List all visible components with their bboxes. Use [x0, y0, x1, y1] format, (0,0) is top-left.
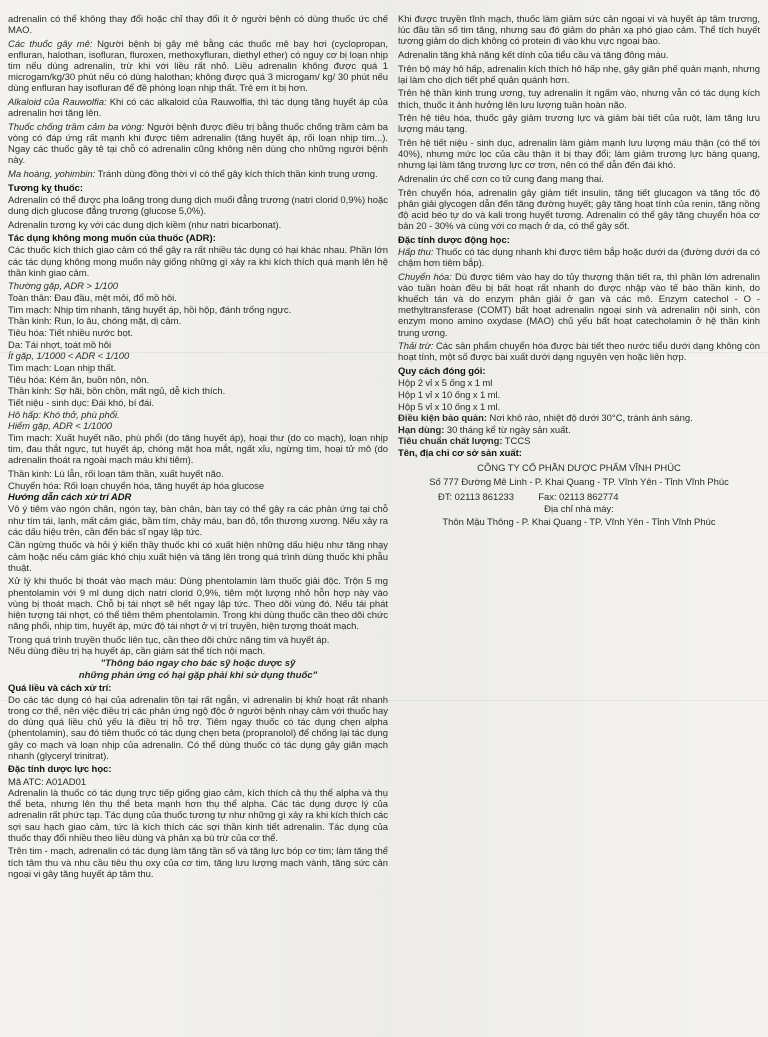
lead: Hấp thu:	[398, 246, 434, 258]
paragraph	[398, 341, 760, 363]
paragraph	[8, 39, 388, 95]
heading-pharmacodynamics: Đặc tính dược lực học:	[8, 764, 112, 776]
paragraph	[8, 169, 388, 180]
paragraph: Trên tim - mạch, adrenalin có tác dụng làm tăng tần số và tăng lực bóp cơ tim; làm tăng thể tích tâm thu và nhu cầu tiêu thụ oxy của cơ tim, tăng lưu lượng mạch vành, tăng sức cản ngoại vi gây tăng huyết áp tâm thu.	[8, 846, 388, 880]
paragraph: Trên bộ máy hô hấp, adrenalin kích thích hô hấp nhẹ, gây giãn phế quản mạnh, nhưng lại làm cho dịch tiết phế quản quánh hơn.	[398, 63, 760, 86]
paragraph: Các thuốc kích thích giao cảm có thể gây ra rất nhiều tác dụng có hại khác nhau. Phần lớn các tác dụng không mong muốn này giống những gì xảy ra khi kích thích quá mạnh lên hệ thần kinh giao cảm.	[8, 245, 388, 279]
text: Nơi khô ráo, nhiệt độ dưới 30°C, tránh ánh sáng.	[487, 413, 693, 425]
text: Thuốc có tác dụng nhanh khi được tiêm bắp hoặc dưới da (đường dưới da có chậm hơn tiêm bắp).	[398, 246, 760, 270]
factory-address: Thôn Mậu Thông - P. Khai Quang - TP. Vĩnh Yên - Tỉnh Vĩnh Phúc	[442, 516, 716, 528]
atc-code: Mã ATC: A01AD01	[8, 776, 87, 788]
right-column	[398, 0, 760, 530]
lead: Các thuốc gây mê:	[8, 38, 93, 50]
list-item: Thần kinh: Sợ hãi, bồn chồn, mất ngủ, dễ kích thích.	[8, 386, 226, 398]
left-column	[8, 0, 388, 882]
frequency-uncommon: Ít gặp, 1/1000 < ADR < 1/100	[8, 351, 130, 363]
list-item: Tiết niệu - sinh dục: Đái khó, bí đái.	[8, 398, 154, 409]
paragraph: Trên hệ thần kinh trung ương, tuy adrenalin ít ngấm vào, nhưng vẫn có tác dụng kích thích, thuốc ít ảnh hưởng lên lưu lượng tuần hoàn não.	[398, 88, 760, 111]
quality-standard	[398, 436, 760, 447]
heading-overdose: Quá liều và cách xử trí:	[8, 682, 112, 694]
list-item: Da: Tái nhợt, toát mồ hôi	[8, 339, 112, 351]
paragraph: Adrenalin là thuốc có tác dụng trực tiếp giống giao cảm, kích thích cả thụ thể alpha và thụ thể beta, nhưng lên thụ thể beta mạnh hơn thụ thể alpha. Các tác dụng dược lý của adrenalin rất phức tạp. Tác dụng của thuốc tương tự như những gì xảy ra khi kích thích các sợi sau hạch giao cảm, tức là kích thích các sợi thần kinh tiết adrenalin. Tác dụng của thuốc thay đổi nhiều theo liều dùng và phản xạ bù trừ của cơ thể.	[8, 788, 388, 844]
lead: Hạn dùng:	[398, 424, 445, 436]
paragraph: Trên hệ tiết niệu - sinh dục, adrenalin làm giảm mạnh lưu lượng máu thận (có thể tới 40%), nhưng mức lọc của cầu thận ít bị thay đổi; làm giảm trương lực bàng quang, nhưng lại làm tăng trương lực cơ trơn, nên có thể dẫn đến đái khó.	[398, 138, 760, 172]
paragraph: Cần ngừng thuốc và hỏi ý kiến thầy thuốc khi có xuất hiện những dấu hiệu như tăng nhạy cảm hoặc nếu cảm giác khó chịu xuất hiện và tăng lên trong quá trình dùng thuốc khi phẫu thuật.	[8, 540, 388, 574]
quote-line: những phản ứng có hại gặp phải khi sử dụng thuốc"	[78, 669, 318, 681]
pack-item: Hộp 1 vỉ x 10 ống x 1 ml.	[398, 389, 501, 401]
heading-incompatibility: Tương kỵ thuốc:	[8, 182, 84, 194]
list-item: Hô hấp: Khó thở, phù phổi.	[8, 409, 120, 421]
lead: Ma hoàng, yohimbin:	[8, 169, 96, 181]
paragraph: Trên hệ tiêu hóa, thuốc gây giảm trương lực và giảm bài tiết của ruột, làm tăng lưu lượng máu tạng.	[398, 113, 760, 136]
storage	[398, 413, 760, 424]
company-phone: ĐT: 02113 861233 Fax: 02113 862774	[438, 491, 619, 503]
list-item: Tiêu hóa: Tiết nhiều nước bọt.	[8, 328, 134, 340]
text: Người bệnh bị gây mê bằng các thuốc mê bay hơi (cyclopropan, enfluran, halothan, isofluran, fluroxen, methoxyfluran, diethyl ether) có nguy cơ bị loạn nhịp tim nếu dùng adrenalin, trừ khi với liều rất nhỏ. Liều adrenalin không được quá 1 microgam/kg/30 phút nếu có dùng halothan; không được quá 3 microgam/ kg/ 30 phút nếu dùng enfluran hay isofluran để đề phòng loạn nhịp thất. Trẻ em ít bị hơn.	[8, 38, 388, 95]
paragraph: Adrenalin tương kỵ với các dung dịch kiềm (như natri bicarbonat).	[8, 219, 282, 231]
factory-label: Địa chỉ nhà máy:	[544, 503, 614, 515]
list-item: Chuyển hóa: Rối loạn chuyển hóa, tăng huyết áp hóa glucose	[8, 480, 265, 492]
pack-item: Hộp 2 vỉ x 5 ống x 1 ml	[398, 378, 493, 390]
text: Khi có các alkaloid của Rauwolfia, thì tác dụng tăng huyết áp của adrenalin hơi tăng lên.	[8, 97, 388, 120]
heading-adr: Tác dụng không mong muốn của thuốc (ADR):	[8, 233, 216, 245]
list-item: Tim mạch: Nhịp tim nhanh, tăng huyết áp, hồi hộp, đánh trống ngực.	[8, 304, 292, 316]
paragraph: adrenalin có thể không thay đổi hoặc chỉ thay đổi ít ở người bệnh có dùng thuốc ức chế MAO.	[8, 14, 388, 37]
company-address: Số 777 Đường Mê Linh - P. Khai Quang - TP. Vĩnh Yên - Tỉnh Vĩnh Phúc	[429, 477, 729, 489]
paragraph: Khi được truyền tĩnh mạch, thuốc làm giảm sức cản ngoại vi và huyết áp tâm trương, lúc đầu tần số tim tăng, nhưng sau đó giảm do phản xạ phó giao cảm. Thể tích huyết tương giảm do dịch không có protein đi vào khu vực ngoại bào.	[398, 14, 760, 48]
quote-line: "Thông báo ngay cho bác sỹ hoặc dược sỹ	[100, 658, 296, 670]
text: Các sản phẩm chuyển hóa được bài tiết theo nước tiểu dưới dạng không còn hoạt tính, một số được bài xuất dưới dạng nguyên vẹn hoặc liên hợp.	[398, 341, 760, 364]
list-item: Thần kinh: Run, lo âu, chóng mặt, dị cảm.	[8, 316, 182, 328]
lead: Thuốc chống trầm cảm ba vòng:	[8, 121, 145, 133]
heading-adr-management: Hướng dẫn cách xử trí ADR	[8, 492, 132, 504]
paragraph: Adrenalin tăng khả năng kết dính của tiểu cầu và tăng đông máu.	[398, 49, 669, 61]
list-item: Tim mạch: Loạn nhịp thất.	[8, 363, 116, 375]
company-name: CÔNG TY CỔ PHẦN DƯỢC PHẨM VĨNH PHÚC	[477, 463, 681, 475]
lead: Tiêu chuẩn chất lượng:	[398, 436, 503, 448]
paragraph	[398, 247, 760, 269]
text: 30 tháng kể từ ngày sản xuất.	[444, 424, 571, 436]
paragraph: Do các tác dụng có hại của adrenalin tồn tại rất ngắn, vì adrenalin bị khử hoạt rất nhanh trong cơ thể, nên việc điều trị các phản ứng ngộ độc ở người bệnh nhạy cảm với thuốc hay do dùng quá liều chủ yếu là điều trị hỗ trợ. Tiêm ngay thuốc có tác dụng chẹn alpha (phentolamin), sau đó tiêm thuốc có tác dụng chẹn beta (propranolol) để chống lại tác dụng gây co mạch và loạn nhịp của adrenalin. Có thể dùng thuốc có tác dụng gây giãn mạch nhanh (glyceryl trinitrat).	[8, 694, 388, 762]
list-item: Tim mạch: Xuất huyết não, phù phổi (do tăng huyết áp), hoại thư (do co mạch), loạn nhịp tim, đau thắt ngực, tụt huyết áp, chóng mặt hoa mắt, ngất xỉu, ngừng tim, hoại tử mô (do adrenalin thoát ra ngoài mạch máu khi tiêm).	[8, 432, 388, 467]
heading-manufacturer: Tên, địa chỉ cơ sở sản xuất:	[398, 448, 522, 460]
paragraph	[8, 97, 388, 119]
paragraph: Nếu dùng điều trị hạ huyết áp, cần giám sát thể tích nội mạch.	[8, 646, 266, 658]
lead: Điều kiện bảo quản:	[398, 413, 488, 425]
list-item: Thần kinh: Lú lẫn, rối loạn tâm thần, xuất huyết não.	[8, 468, 224, 480]
text: Dù được tiêm vào hay do tủy thượng thận tiết ra, thì phần lớn adrenalin vào tuần hoàn đều bị bất hoạt rất nhanh do được nhập vào tế bào thần kinh, do khuếch tán và do enzym phân giải ở gan và các mô. Enzym catechol - O - methyltransferase (COMT) bất hoạt adrenalin ngoại sinh và adrenalin nội sinh, còn enzym mono amino oxydase (MAO) chủ yếu bất hoạt catecholamin ở hệ thần kinh trung ương.	[398, 271, 760, 339]
paragraph: Adrenalin ức chế cơn co tử cung đang mang thai.	[398, 174, 604, 186]
text: TCCS	[502, 436, 531, 448]
text: Tránh dùng đồng thời vì có thể gây kích thích thần kinh trung ương.	[95, 169, 378, 181]
lead: Chuyển hóa:	[398, 271, 452, 283]
frequency-rare: Hiếm gặp, ADR < 1/1000	[8, 421, 113, 433]
paragraph: Vô ý tiêm vào ngón chân, ngón tay, bàn chân, bàn tay có thể gây ra các phản ứng tại chỗ như tím tái, lạnh, mất cảm giác, bầm tím, chảy máu, ban đỏ, tổn thương xương. Nếu xảy ra các dấu hiệu trên, cần đến bác sĩ ngay lập tức.	[8, 504, 388, 538]
paragraph: Xử lý khi thuốc bị thoát vào mạch máu: Dùng phentolamin làm thuốc giải độc. Trộn 5 mg phentolamin với 9 ml dung dịch natri clorid 0,9%, tiêm một lượng nhỏ hỗn hợp này vào vùng bị thoát mạch. Chỗ bị tái nhợt sẽ hết ngay lập tức. Theo dõi vùng đó. Nếu tái phát hiện tượng tái nhợt, có thể tiêm thêm phentolamin. Trong khi dùng thuốc cần theo dõi chức năng phổi, nhịp tim, huyết áp, mức độ tái nhợt ở vị trí truyền, hiện tượng thoát mạch.	[8, 576, 388, 632]
lead: Thải trừ:	[398, 341, 434, 353]
paragraph: Adrenalin có thể được pha loãng trong dung dịch muối đẳng trương (natri clorid 0,9%) hoặc dung dịch glucose đẳng trương (glucose 5,0%).	[8, 194, 388, 217]
list-item: Toàn thân: Đau đầu, mệt mỏi, đổ mồ hôi.	[8, 293, 177, 305]
heading-pharmacokinetics: Đặc tính dược động học:	[398, 234, 510, 246]
expiry	[398, 425, 760, 436]
lead: Alkaloid của Rauwolfia:	[8, 97, 107, 109]
warning-quote	[8, 658, 388, 680]
text: Người bệnh được điều trị bằng thuốc chống trầm cảm ba vòng có đáp ứng rất mạnh khi được tiêm adrenalin (tăng huyết áp, rối loạn nhịp tim...). Ngay các thuốc gây tê tại chỗ có adrenalin cũng không nên dùng cho những người bệnh này.	[8, 121, 389, 167]
list-item: Tiêu hóa: Kém ăn, buồn nôn, nôn.	[8, 374, 150, 386]
paragraph	[398, 272, 760, 339]
paragraph: Trên chuyển hóa, adrenalin gây giảm tiết insulin, tăng tiết glucagon và tăng tốc độ phân giải glycogen dẫn đến tăng đường huyết; gây tăng hoạt tính của renin, tăng nồng độ acid béo tự do và kali trong huyết tương. Adrenalin có thể gây tăng chuyển hóa cơ bản 20 - 30% và cùng với co mạch ở da, có thể gây sốt.	[398, 187, 760, 233]
pack-item: Hộp 5 vỉ x 10 ống x 1 ml.	[398, 401, 501, 413]
heading-packaging: Quy cách đóng gói:	[398, 366, 486, 378]
frequency-common: Thường gặp, ADR > 1/100	[8, 281, 118, 293]
paragraph	[8, 122, 388, 167]
paragraph: Trong quá trình truyền thuốc liên tục, cần theo dõi chức năng tim và huyết áp.	[8, 634, 330, 646]
